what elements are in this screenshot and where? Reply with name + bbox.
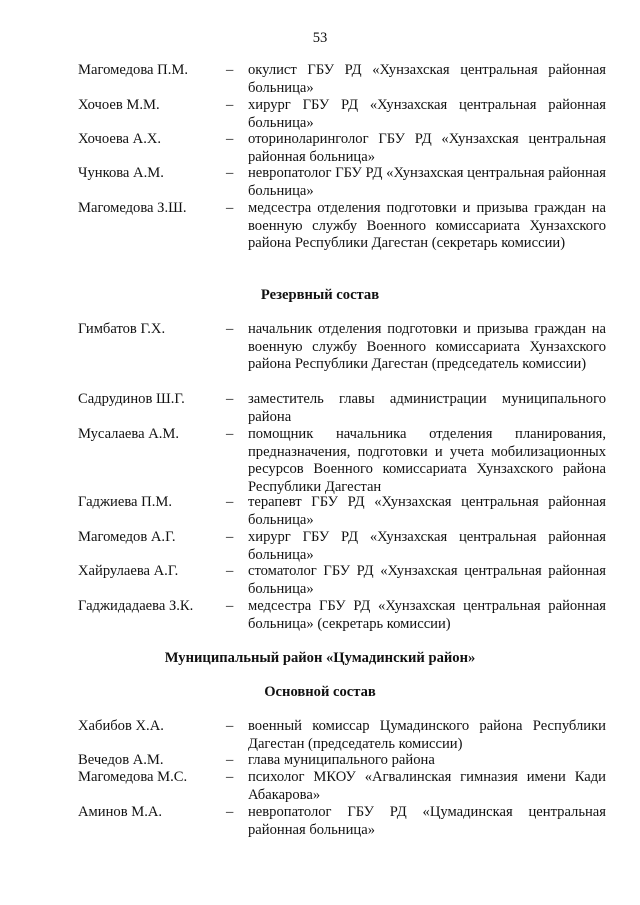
dash: – [226, 752, 234, 768]
person-name: Мусалаева А.М. [78, 426, 180, 442]
person-position: невропатолог ГБУ РД «Цумадинская центральная районная больница» [248, 804, 606, 838]
person-name: Гаджиева П.М. [78, 494, 172, 510]
person-name: Гаджидадаева З.К. [78, 598, 194, 614]
dash: – [226, 321, 234, 337]
person-position: глава муниципального района [248, 752, 435, 768]
person-position: невропатолог ГБУ РД «Хунзахская центральная районная больница» [248, 165, 606, 199]
person-name: Чункова А.М. [78, 165, 164, 181]
person-name: Хочоева А.Х. [78, 131, 162, 147]
dash: – [226, 426, 234, 442]
person-name: Хочоев М.М. [78, 97, 160, 113]
dash: – [226, 97, 234, 113]
dash: – [226, 769, 234, 785]
person-position: хирург ГБУ РД «Хунзахская центральная районная больница» [248, 529, 606, 563]
person-position: стоматолог ГБУ РД «Хунзахская центральная районная больница» [248, 563, 606, 597]
person-name: Аминов М.А. [78, 804, 163, 820]
dash: – [226, 62, 234, 78]
person-position: терапевт ГБУ РД «Хунзахская центральная районная больница» [248, 494, 606, 528]
district-heading: Муниципальный район «Цумадинский район» [164, 650, 476, 666]
dash: – [226, 718, 234, 734]
person-position: медсестра ГБУ РД «Хунзахская центральная районная больница» (секретарь комиссии) [248, 598, 606, 632]
person-name: Хайрулаева А.Г. [78, 563, 179, 579]
dash: – [226, 529, 234, 545]
person-position: помощник начальника отделения планирования, предназначения, подготовки и учета мобилизационных ресурсов Военного комиссариата Хунзахского района Республики Дагестан [248, 426, 606, 495]
person-position: начальник отделения подготовки и призыва граждан на военную службу Военного комиссариата Хунзахского района Республики Дагестан (председатель комиссии) [248, 321, 606, 372]
person-position: оториноларинголог ГБУ РД «Хунзахская центральная районная больница» [248, 131, 606, 165]
dash: – [226, 131, 234, 147]
section-heading-main: Основной состав [264, 684, 376, 700]
dash: – [226, 598, 234, 614]
person-position: окулист ГБУ РД «Хунзахская центральная районная больница» [248, 62, 606, 96]
person-position: психолог МКОУ «Агвалинская гимназия имени Кади Абакарова» [248, 769, 606, 803]
dash: – [226, 494, 234, 510]
person-name: Хабибов Х.А. [78, 718, 164, 734]
person-name: Магомедова З.Ш. [78, 200, 187, 216]
person-name: Гимбатов Г.Х. [78, 321, 166, 337]
person-name: Магомедов А.Г. [78, 529, 176, 545]
person-position: хирург ГБУ РД «Хунзахская центральная районная больница» [248, 97, 606, 131]
dash: – [226, 563, 234, 579]
person-position: заместитель главы администрации муниципального района [248, 391, 606, 425]
person-name: Вечедов А.М. [78, 752, 164, 768]
person-name: Садрудинов Ш.Г. [78, 391, 185, 407]
dash: – [226, 165, 234, 181]
person-name: Магомедова П.М. [78, 62, 188, 78]
dash: – [226, 200, 234, 216]
dash: – [226, 391, 234, 407]
section-heading-reserve: Резервный состав [260, 287, 380, 303]
dash: – [226, 804, 234, 820]
person-name: Магомедова М.С. [78, 769, 188, 785]
page-number: 53 [312, 30, 328, 46]
person-position: военный комиссар Цумадинского района Республики Дагестан (председатель комиссии) [248, 718, 606, 752]
person-position: медсестра отделения подготовки и призыва граждан на военную службу Военного комиссариата Хунзахского района Республики Дагестан (секретарь комиссии) [248, 200, 606, 251]
